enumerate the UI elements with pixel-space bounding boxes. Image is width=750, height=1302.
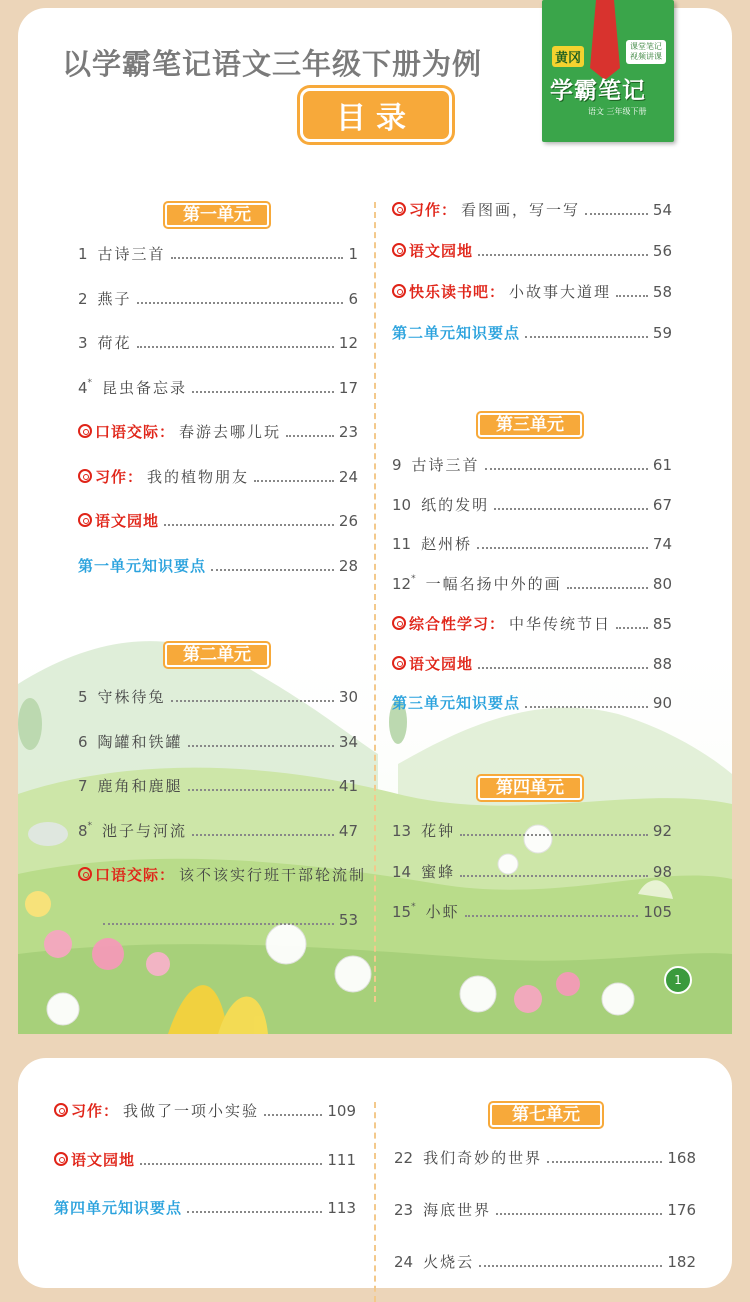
entry-number: 23 (394, 1201, 414, 1219)
book-title: 学霸笔记 (550, 78, 646, 104)
entry-title: 小故事大道理 (509, 283, 612, 301)
section-unit-7: 第七单元 (490, 1103, 602, 1127)
entry-page: 17 (338, 378, 358, 397)
toc-entry[interactable] (392, 533, 672, 555)
entry-page: 109 (327, 1102, 356, 1120)
book-tag: 课堂笔记 视频讲课 (626, 40, 666, 64)
dot-leader (616, 627, 648, 629)
activity-label: 口语交际： (78, 864, 175, 886)
page-number-badge: 1 (664, 966, 692, 994)
entry-title: 昆虫备忘录 (102, 378, 188, 397)
entry-number: 9 (392, 456, 402, 474)
dot-leader (264, 1114, 322, 1116)
toc-entry[interactable] (78, 288, 358, 310)
toc-page-card-2 (18, 1058, 732, 1288)
dot-leader (567, 587, 648, 589)
dot-leader (477, 547, 648, 549)
entry-number: 5 (78, 688, 88, 706)
entry-number: 14 (392, 862, 412, 881)
activity-label: 语文园地 (392, 240, 473, 262)
optional-star: * (87, 377, 93, 388)
entry-page: 34 (338, 732, 358, 751)
section-unit-3: 第三单元 (478, 413, 582, 437)
entry-page: 88 (652, 654, 672, 673)
entry-number: 13 (392, 822, 412, 840)
target-circle-icon (54, 1152, 68, 1166)
entry-page: 85 (652, 614, 672, 633)
toc-entry[interactable] (392, 653, 672, 675)
entry-title: 燕子 (97, 289, 132, 308)
dot-leader (192, 834, 334, 836)
dot-leader (254, 480, 334, 482)
entry-title: 中华传统节日 (509, 614, 612, 633)
dot-leader (460, 875, 648, 877)
dot-leader (478, 254, 648, 256)
toc-entry[interactable] (394, 1251, 696, 1273)
toc-entry[interactable] (392, 573, 672, 595)
toc-entry[interactable] (78, 332, 358, 354)
dot-leader (465, 915, 639, 917)
dot-leader (137, 346, 334, 348)
toc-entry[interactable] (54, 1149, 356, 1171)
dot-leader (188, 745, 334, 747)
target-circle-icon (54, 1103, 68, 1117)
entry-page: 67 (652, 495, 672, 514)
entry-page: 56 (652, 242, 672, 260)
activity-label: 语文园地 (392, 653, 473, 675)
target-circle-icon (392, 202, 406, 216)
entry-title: 陶罐和铁罐 (97, 732, 183, 751)
toc-entry[interactable] (392, 322, 672, 344)
section-unit-2: 第二单元 (165, 643, 269, 667)
entry-page: 26 (338, 512, 358, 530)
column-divider-2 (374, 1102, 376, 1302)
toc-entry[interactable] (78, 864, 367, 886)
knowledge-points-label: 第四单元知识要点 (54, 1199, 183, 1217)
entry-title: 春游去哪儿玩 (179, 423, 282, 441)
toc-entry[interactable] (78, 820, 358, 842)
toc-entry[interactable] (394, 1199, 696, 1221)
dot-leader (478, 667, 648, 669)
dot-leader (286, 435, 334, 437)
dot-leader (164, 524, 334, 526)
entry-title: 古诗三首 (97, 245, 166, 263)
book-cover-image (542, 0, 674, 142)
entry-title: 一幅名扬中外的画 (425, 575, 562, 594)
toc-entry[interactable] (78, 731, 358, 753)
toc-entry[interactable] (78, 466, 358, 488)
entry-page: 12 (338, 334, 358, 352)
toc-entry[interactable] (392, 454, 672, 476)
entry-title: 该不该实行班干部轮流制 (179, 866, 367, 884)
book-subtitle: 语文 三年级下册 (588, 107, 647, 116)
activity-label: 口语交际： (78, 421, 175, 443)
toc-entry[interactable] (54, 1197, 356, 1219)
entry-page: 74 (652, 535, 672, 554)
entry-title: 看图画，写一写 (461, 201, 581, 219)
activity-label: 习作： (78, 466, 143, 488)
toc-entry[interactable] (392, 613, 672, 635)
optional-star: * (87, 820, 93, 831)
toc-entry[interactable] (78, 686, 358, 708)
dot-leader (496, 1213, 662, 1215)
toc-badge (300, 88, 452, 142)
optional-star: * (411, 902, 416, 912)
entry-title: 蜜蜂 (421, 862, 456, 881)
dot-leader (547, 1161, 662, 1163)
entry-number: 15* (392, 902, 416, 921)
dot-leader (585, 213, 648, 215)
entry-page: 59 (652, 324, 672, 342)
toc-entry[interactable] (78, 243, 358, 265)
toc-entry[interactable] (54, 1100, 356, 1122)
entry-page: 6 (348, 289, 358, 308)
entry-title: 我做了一项小实验 (123, 1102, 260, 1120)
entry-number: 6 (78, 732, 88, 751)
entry-number: 3 (78, 334, 88, 352)
entry-page: 98 (652, 862, 672, 881)
optional-star: * (411, 574, 416, 585)
toc-label: 目录 (336, 101, 416, 136)
target-circle-icon (392, 656, 406, 670)
toc-entry[interactable] (392, 199, 672, 221)
target-circle-icon (392, 243, 406, 257)
target-circle-icon (392, 616, 406, 630)
entry-title: 我的植物朋友 (147, 467, 250, 486)
dot-leader (103, 923, 334, 925)
entry-page: 1 (348, 245, 358, 263)
dot-leader (460, 834, 648, 836)
dot-leader (485, 468, 648, 470)
book-brand: 黄冈 (552, 46, 584, 67)
entry-title: 纸的发明 (421, 495, 490, 514)
entry-number: 24 (394, 1253, 414, 1271)
entry-page: 168 (667, 1149, 696, 1167)
entry-page: 24 (338, 467, 358, 486)
dot-leader (525, 706, 648, 708)
entry-title: 守株待兔 (97, 688, 166, 706)
entry-title: 荷花 (97, 334, 132, 352)
activity-label: 语文园地 (78, 510, 159, 532)
activity-label: 习作： (54, 1100, 119, 1122)
dot-leader (137, 302, 344, 304)
activity-label: 快乐读书吧： (392, 281, 505, 303)
activity-label: 习作： (392, 199, 457, 221)
dot-leader (192, 391, 334, 393)
entry-number: 10 (392, 495, 412, 514)
target-circle-icon (78, 424, 92, 438)
toc-page-card (18, 8, 732, 1034)
entry-title: 鹿角和鹿腿 (97, 777, 183, 795)
dot-leader (525, 336, 648, 338)
entry-page: 61 (652, 456, 672, 474)
toc-entry[interactable] (394, 1147, 696, 1169)
entry-title: 小虾 (425, 903, 460, 921)
entry-page: 41 (338, 777, 358, 795)
entry-title: 池子与河流 (102, 821, 188, 840)
necktie-graphic (590, 0, 620, 80)
knowledge-points-label: 第一单元知识要点 (78, 556, 207, 575)
dot-leader (188, 789, 334, 791)
entry-page: 113 (327, 1199, 356, 1217)
page-title: 以学霸笔记语文三年级下册为例 (62, 47, 483, 81)
dot-leader (479, 1265, 662, 1267)
entry-number: 8* (78, 820, 93, 840)
dot-leader (211, 569, 334, 571)
entry-page: 47 (338, 821, 358, 840)
target-circle-icon (392, 284, 406, 298)
entry-page: 53 (338, 910, 358, 929)
toc-entry[interactable] (392, 281, 672, 303)
target-circle-icon (78, 469, 92, 483)
target-circle-icon (78, 867, 92, 881)
entry-page: 90 (652, 694, 672, 713)
entry-page: 80 (652, 575, 672, 594)
dot-leader (187, 1211, 322, 1213)
dot-leader (494, 508, 648, 510)
toc-entry[interactable] (392, 820, 672, 842)
section-unit-1: 第一单元 (165, 203, 269, 227)
entry-number: 11 (392, 535, 412, 554)
entry-title: 海底世界 (423, 1201, 492, 1219)
entry-number: 4* (78, 377, 93, 397)
entry-page: 58 (652, 283, 672, 301)
entry-page: 111 (327, 1150, 356, 1169)
toc-entry[interactable] (78, 377, 358, 399)
entry-page: 30 (338, 688, 358, 706)
toc-entry[interactable] (392, 901, 672, 923)
column-divider (374, 202, 376, 1002)
entry-title: 赵州桥 (421, 535, 473, 554)
target-circle-icon (78, 513, 92, 527)
dot-leader (171, 700, 334, 702)
entry-page: 23 (338, 423, 358, 441)
entry-title: 古诗三首 (411, 456, 480, 474)
entry-page: 105 (643, 903, 672, 921)
dot-leader (171, 257, 344, 259)
entry-number: 2 (78, 289, 88, 308)
entry-title: 火烧云 (423, 1253, 475, 1271)
activity-label: 语文园地 (54, 1149, 135, 1171)
entry-page: 182 (667, 1253, 696, 1271)
entry-number: 12* (392, 574, 416, 594)
toc-entry[interactable] (78, 775, 358, 797)
toc-entry[interactable] (78, 555, 358, 577)
section-unit-4: 第四单元 (478, 776, 582, 800)
entry-number: 22 (394, 1149, 414, 1167)
dot-leader (140, 1163, 322, 1165)
entry-number: 1 (78, 245, 88, 263)
knowledge-points-label: 第三单元知识要点 (392, 694, 521, 713)
toc-entry[interactable] (392, 494, 672, 516)
toc-entry[interactable] (78, 421, 358, 443)
toc-entry[interactable] (392, 861, 672, 883)
entry-title: 花钟 (421, 822, 456, 840)
toc-entry[interactable] (392, 692, 672, 714)
entry-title: 我们奇妙的世界 (423, 1149, 543, 1167)
toc-entry[interactable] (98, 909, 358, 931)
dot-leader (616, 295, 648, 297)
entry-page: 176 (667, 1201, 696, 1219)
activity-label: 综合性学习： (392, 613, 505, 635)
entry-page: 92 (652, 822, 672, 840)
entry-page: 54 (652, 201, 672, 219)
entry-page: 28 (338, 556, 358, 575)
toc-entry[interactable] (78, 510, 358, 532)
toc-entry[interactable] (392, 240, 672, 262)
entry-number: 7 (78, 777, 88, 795)
knowledge-points-label: 第二单元知识要点 (392, 324, 521, 342)
